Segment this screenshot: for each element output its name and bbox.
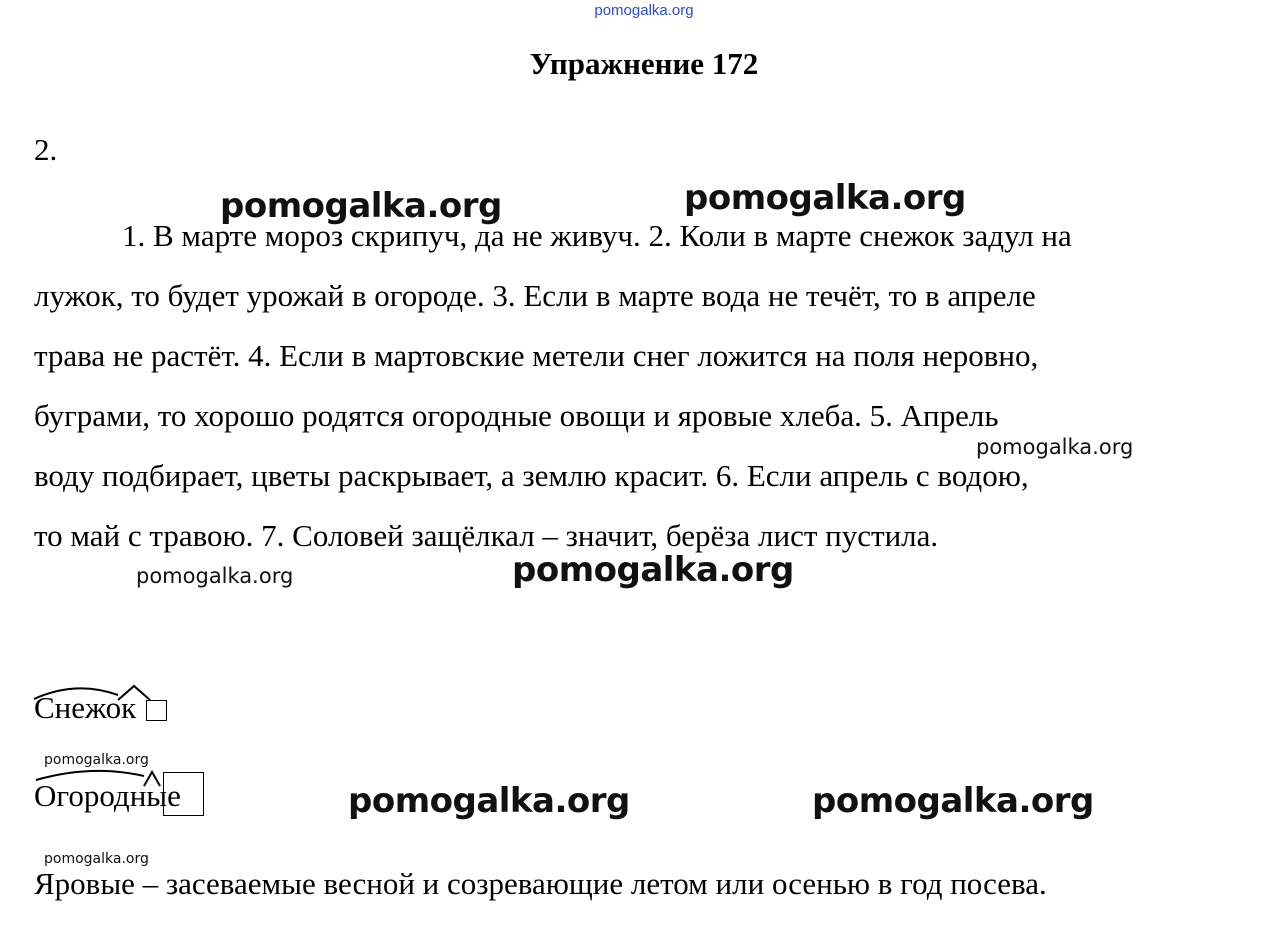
parsed-word: Огородные [34, 778, 181, 813]
text-line: воду подбирает, цветы раскрывает, а землю красит. 6. Если апрель с водою, [34, 458, 1029, 493]
watermark: pomogalka.org [812, 781, 1094, 821]
watermark: pomogalka.org [348, 781, 630, 821]
definition: Яровые – засеваемые весной и созревающие летом или осенью в год посева. [34, 866, 1047, 901]
ending-box [163, 772, 204, 816]
header-watermark: pomogalka.org [594, 2, 694, 19]
task-number: 2. [34, 132, 58, 167]
watermark: pomogalka.org [44, 851, 149, 867]
null-ending-box [146, 700, 167, 721]
text-line: то май с травою. 7. Соловей защёлкал – значит, берёза лист пустила. [34, 518, 939, 553]
text-line: буграми, то хорошо родятся огородные овощи и яровые хлеба. 5. Апрель [34, 398, 999, 433]
watermark: pomogalka.org [220, 186, 502, 226]
watermark: pomogalka.org [512, 550, 794, 590]
text-line: лужок, то будет урожай в огороде. 3. Если в марте вода не течёт, то в апреле [34, 278, 1036, 313]
watermark: pomogalka.org [976, 435, 1134, 459]
text-line: трава не растёт. 4. Если в мартовские метели снег ложится на поля неровно, [34, 338, 1039, 373]
parsed-word: Снежок [34, 690, 167, 726]
watermark: pomogalka.org [44, 752, 149, 768]
text-line: 1. В марте мороз скрипуч, да не живуч. 2. Коли в марте снежок задул на [122, 218, 1072, 253]
page-title: Упражнение 172 [529, 46, 759, 81]
watermark: pomogalka.org [684, 178, 966, 218]
watermark: pomogalka.org [136, 564, 294, 588]
